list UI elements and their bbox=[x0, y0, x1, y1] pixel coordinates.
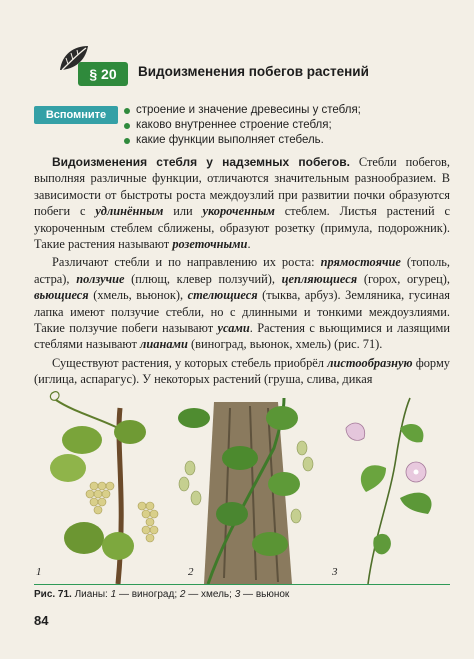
paragraph: Видоизменения стебля у надземных побегов. Стебли побегов, выполняя различные функции, отличаются значительным разнообразием. В зависимости от быстроты роста междоузлий при развитии почки образуются побеги с удлинённым или укороченным стеблем. Листья растений с укороченным стеблем сближены, образуют розетку (примула, подорожник). Такие растения называют розеточными. bbox=[34, 155, 451, 252]
bullet-icon bbox=[124, 123, 130, 129]
list-item: строение и значение древесины у стебля; bbox=[124, 103, 361, 118]
term: лианами bbox=[140, 337, 188, 352]
bindweed-drawing bbox=[346, 398, 432, 584]
page-title: Видоизменения побегов растений bbox=[138, 64, 369, 79]
paragraph: Существуют растения, у которых стебель приобрёл листообразную форму (иглица, аспарагус). У некоторых растений (груша, слива, дикая bbox=[34, 355, 450, 387]
section-header bbox=[52, 44, 452, 88]
term: прямостоячие bbox=[320, 255, 401, 270]
term: ползучие bbox=[76, 271, 125, 286]
term: укороченным bbox=[202, 204, 275, 219]
term: вьющиеся bbox=[34, 288, 89, 303]
section-badge: § 20 bbox=[78, 62, 128, 86]
bullet-icon bbox=[124, 108, 130, 114]
liana-illustration bbox=[34, 388, 450, 588]
body-text bbox=[34, 154, 450, 388]
term: удлинённым bbox=[95, 204, 164, 219]
term: стелющиеся bbox=[187, 288, 258, 303]
figure-number-2: 2 bbox=[188, 566, 194, 578]
term: усами bbox=[217, 321, 250, 336]
term: листообразную bbox=[327, 355, 413, 370]
term: цепляющиеся bbox=[281, 271, 358, 286]
term: розеточными bbox=[172, 237, 248, 252]
list-item: какие функции выполняет стебель. bbox=[124, 133, 361, 148]
figure-number-1: 1 bbox=[36, 566, 42, 578]
remember-label: Вспомните bbox=[34, 106, 118, 124]
hop-drawing bbox=[178, 398, 313, 584]
remember-list bbox=[124, 103, 361, 148]
paragraph: Различают стебли и по направлению их роста: прямостоячие (тополь, астра), ползучие (плющ, клевер ползучий), цепляющиеся (горох, огурец), вьющиеся (хмель, вьюнок), стелющиеся (тыква, арбуз). Земляника, гусиная лапка имеют ползучие стебли, но с длинными и тонкими междоузлиями. Такие ползучие побеги называют усами. Растения с вьющимися и лазящими стеблями называют лианами (виноград, вьюнок, хмель) (рис. 71). bbox=[34, 255, 451, 352]
list-item: каково внутреннее строение стебля; bbox=[124, 118, 361, 133]
figure-caption: Рис. 71. Лианы: 1 — виноград; 2 — хмель; 3 — вьюнок bbox=[34, 589, 290, 600]
figure-divider bbox=[34, 584, 450, 585]
figure-number-3: 3 bbox=[332, 566, 338, 578]
paragraph-lead: Видоизменения стебля у надземных побегов. bbox=[52, 155, 350, 169]
grapevine-drawing bbox=[50, 392, 158, 584]
bullet-icon bbox=[124, 138, 130, 144]
page-number: 84 bbox=[34, 613, 49, 628]
